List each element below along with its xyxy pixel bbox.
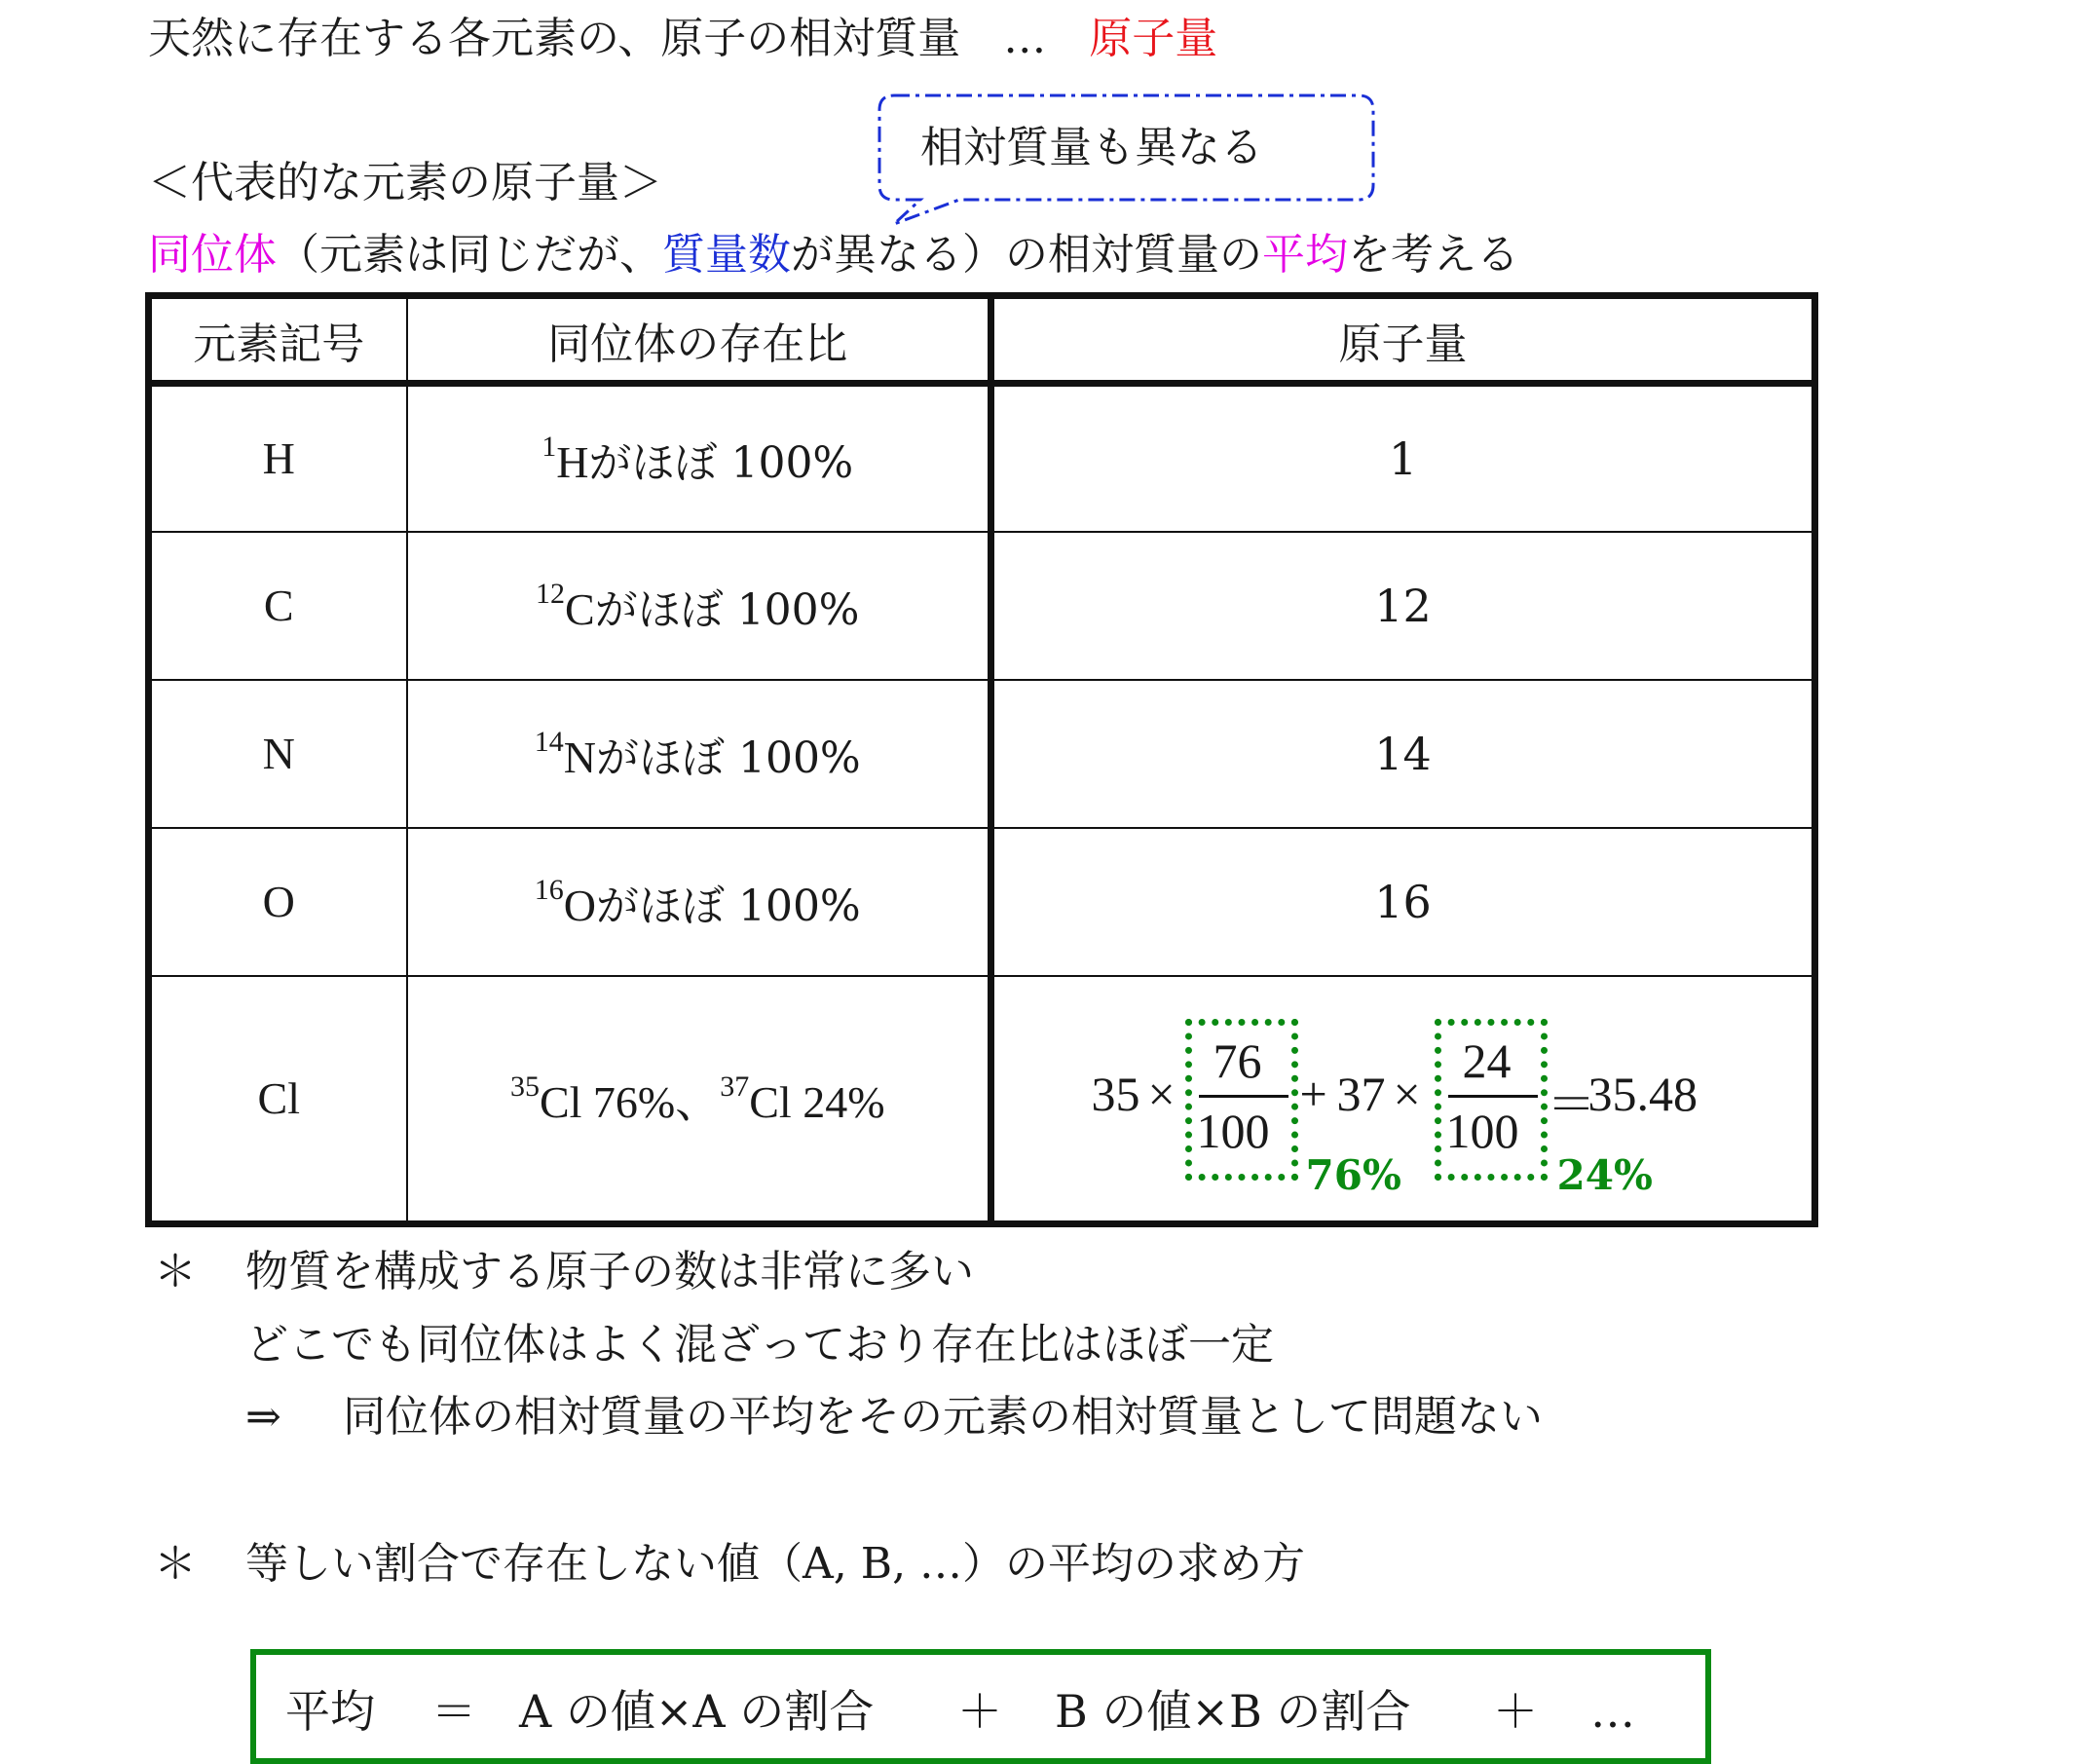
atomic-weight: 14 (991, 680, 1815, 828)
average-term: 平均 (1262, 230, 1348, 280)
isotope-line (148, 228, 1519, 282)
isotope-ratio (407, 532, 991, 680)
header-symbol: 元素記号 (149, 296, 407, 384)
isotope-ratio (407, 828, 991, 976)
mass-number: 37 (720, 1070, 750, 1103)
term-a: A の値×A の割合 (519, 1685, 875, 1738)
note-star: ＊ (154, 1247, 197, 1296)
ratio-text: がほぼ 100% (595, 881, 861, 931)
atomic-weight: 16 (991, 828, 1815, 976)
element-symbol: N (149, 680, 407, 828)
mass-number: 35 (509, 1070, 540, 1103)
term-b: B の値×B の割合 (1055, 1685, 1411, 1738)
isotope-ratio-text-2: Cl 24% (749, 1076, 885, 1127)
isotope-desc-2: が異なる）の相対質量の (791, 230, 1262, 280)
element-symbol: C (149, 532, 407, 680)
ratio-text: がほぼ 100% (594, 584, 860, 635)
isotope-symbol: N (563, 732, 596, 782)
atomic-weight: 1 (991, 384, 1815, 532)
isotope-desc-3: を考える (1348, 230, 1519, 280)
element-symbol: Cl (149, 976, 407, 1224)
formula-equals: ＝ (1547, 1077, 1596, 1133)
callout-text: 相対質量も異なる (920, 123, 1263, 172)
fraction-bar (1448, 1095, 1538, 1098)
header-atomic-weight: 原子量 (991, 296, 1815, 384)
formula-den-1: 100 (1196, 1104, 1270, 1159)
atomic-weight-table (145, 292, 1818, 1227)
atomic-weight: 12 (991, 532, 1815, 680)
ratio-text: がほぼ 100% (588, 437, 854, 488)
intro-text: 天然に存在する各元素の、原子の相対質量 … (148, 14, 1090, 63)
table-row (149, 680, 1815, 828)
isotope-ratio (407, 976, 991, 1224)
atomic-weight-formula (1091, 1005, 1715, 1200)
isotope-desc-1: （元素は同じだが、 (277, 230, 662, 280)
atomic-weight-formula-cell (991, 976, 1815, 1224)
formula-plus: + (1299, 1067, 1327, 1122)
formula-num-2: 24 (1462, 1033, 1512, 1089)
formula-den-2: 100 (1445, 1104, 1519, 1159)
isotope-term: 同位体 (148, 230, 277, 280)
average-equals: ＝ (431, 1685, 476, 1738)
plus-1: ＋ (957, 1685, 1002, 1738)
isotope-ratio-text-1: Cl 76%、 (539, 1076, 721, 1127)
mass-number-term: 質量数 (662, 230, 791, 280)
note-star: ＊ (154, 1539, 197, 1589)
fraction-bar (1199, 1095, 1288, 1098)
ratio-label-1: 76% (1305, 1151, 1401, 1200)
mass-number: 16 (534, 873, 564, 906)
ellipsis: … (1590, 1685, 1635, 1738)
element-symbol: O (149, 828, 407, 976)
isotope-symbol: O (563, 880, 596, 930)
header-ratio: 同位体の存在比 (407, 296, 991, 384)
average-label: 平均 (285, 1685, 375, 1738)
isotope-ratio (407, 680, 991, 828)
formula-times-2: × (1393, 1067, 1421, 1122)
ratio-text: がほぼ 100% (595, 732, 861, 783)
isotope-ratio (407, 384, 991, 532)
plus-2: ＋ (1493, 1685, 1538, 1738)
mass-number: 12 (536, 577, 566, 610)
note2: 等しい割合で存在しない値（A, B, …）の平均の求め方 (245, 1539, 1306, 1589)
isotope-symbol: C (565, 583, 595, 634)
table-header-row (149, 296, 1815, 384)
implies-arrow: ⇒ (245, 1392, 281, 1442)
formula-result: 35.48 (1587, 1067, 1698, 1122)
ratio-label-2: 24% (1556, 1151, 1653, 1200)
note1-line3: 同位体の相対質量の平均をその元素の相対質量として問題ない (343, 1392, 1543, 1442)
table-row (149, 384, 1815, 532)
mass-number: 14 (534, 725, 564, 758)
formula-num-1: 76 (1213, 1033, 1262, 1089)
mass-number: 1 (541, 430, 557, 463)
note1-line2: どこでも同位体はよく混ざっており存在比はほぼ一定 (245, 1320, 1274, 1370)
formula-times-1: × (1147, 1067, 1176, 1122)
isotope-symbol: H (556, 436, 589, 487)
atomic-weight-term: 原子量 (1089, 14, 1218, 63)
note1-line1: 物質を構成する原子の数は非常に多い (245, 1247, 974, 1296)
subtitle: ＜代表的な元素の原子量＞ (148, 158, 662, 207)
table-row (149, 828, 1815, 976)
element-symbol: H (149, 384, 407, 532)
formula-mass-a: 35 (1091, 1067, 1140, 1122)
table-row-chlorine (149, 976, 1815, 1224)
average-formula-box (250, 1649, 1711, 1764)
formula-mass-b: 37 (1336, 1067, 1386, 1122)
table-row (149, 532, 1815, 680)
